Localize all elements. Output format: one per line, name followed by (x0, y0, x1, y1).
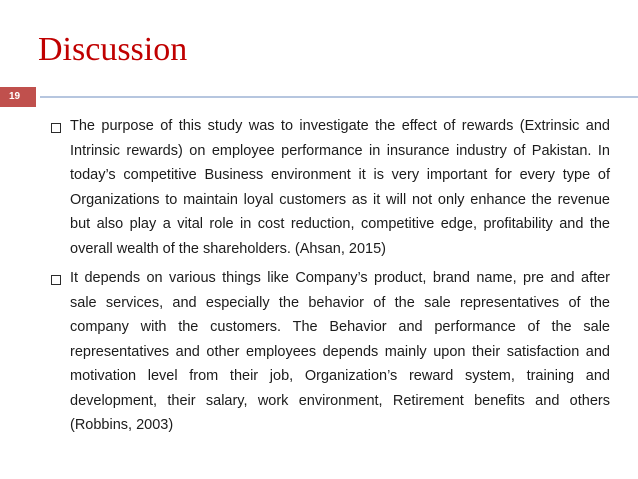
bullet-text: The purpose of this study was to investigate the effect of rewards (Extrinsic and Intrinsic rewards) on employee performance in insurance industry of Pakistan. In today’s competitive Business environment it is very important for every type of Organizations to maintain loyal customers as it will not only enhance the revenue but also play a vital role in cost reduction, competitive edge, profitability and the overall wealth of the shareholders. (Ahsan, 2015) (70, 118, 610, 257)
square-bullet-icon (51, 275, 61, 285)
slide-body (50, 114, 610, 443)
square-bullet-icon (51, 123, 61, 133)
bullet-item (50, 266, 610, 438)
slide-number-badge: 19 (0, 87, 36, 107)
bullet-text: It depends on various things like Company’s product, brand name, pre and after sale services, and especially the behavior of the sale representatives of the company with the customers. The Behavior and performance of the sale representatives and other employees depends mainly upon their satisfaction and motivation level from their job, Organization’s reward system, training and development, their salary, work environment, Retirement benefits and others (Robbins, 2003) (70, 270, 610, 433)
title-divider (40, 96, 638, 98)
slide-title: Discussion (38, 31, 188, 68)
bullet-item (50, 114, 610, 261)
